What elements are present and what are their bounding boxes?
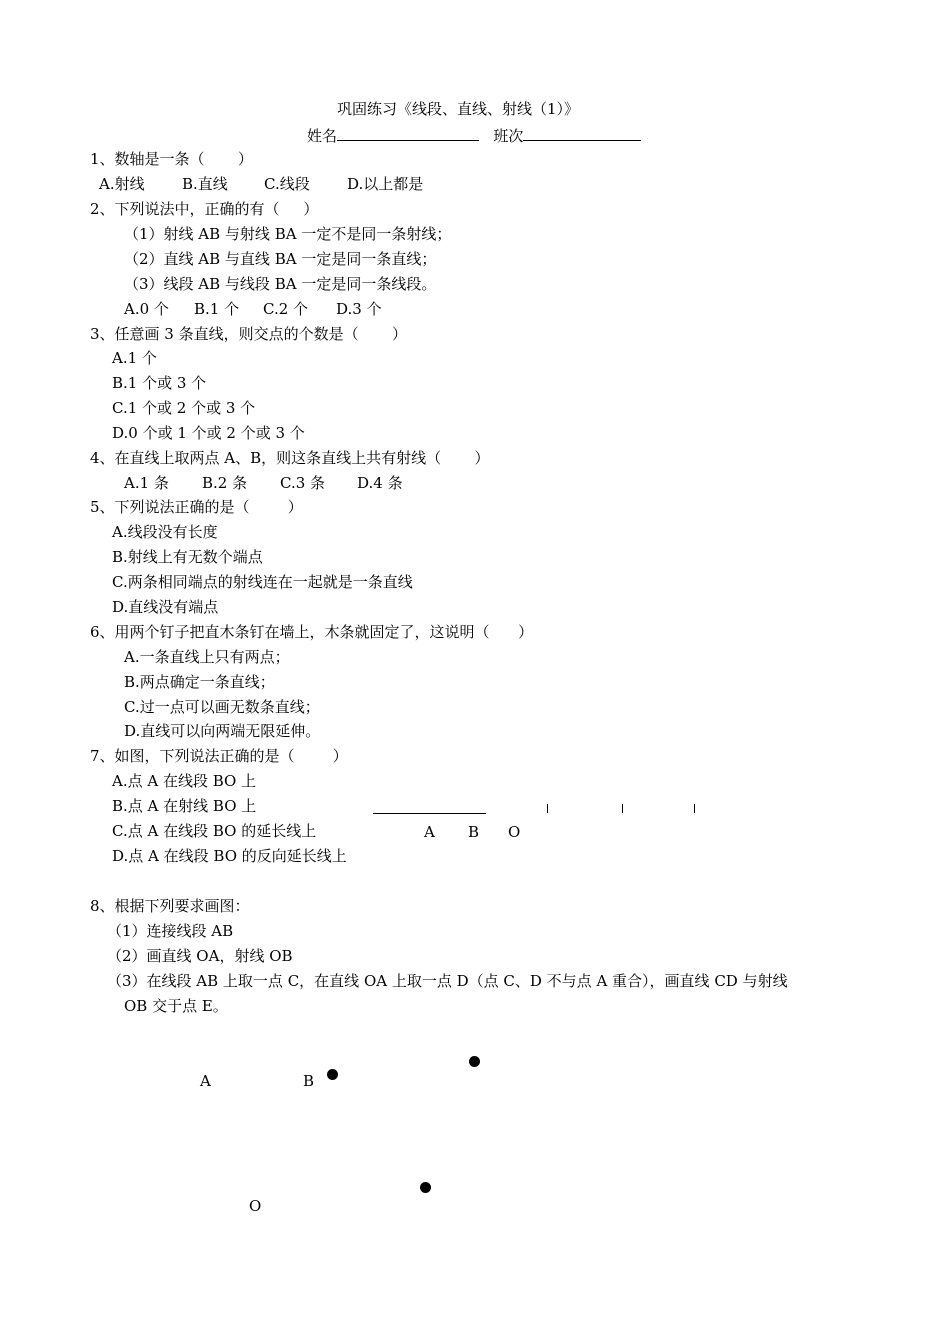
q7-stem: 7、如图，下列说法正确的是（ ） — [90, 747, 348, 765]
q3-option-b: B.1 个或 3 个 — [112, 374, 207, 392]
q8-stem: 8、根据下列要求画图： — [90, 897, 250, 915]
q6-option-c: C.过一点可以画无数条直线； — [124, 698, 320, 716]
q3-option-d: D.0 个或 1 个或 2 个或 3 个 — [112, 424, 305, 442]
q2-statement-2: （2）直线 AB 与直线 BA 一定是同一条直线； — [124, 250, 437, 268]
q7-figure-label-o: O — [508, 823, 521, 841]
q6-option-a: A.一条直线上只有两点； — [124, 648, 290, 666]
q2-option-d: D.3 个 — [336, 300, 382, 318]
q7-option-d: D.点 A 在线段 BO 的反向延长线上 — [112, 847, 347, 865]
q8-item-1: （1）连接线段 AB — [107, 922, 234, 940]
q7-figure-label-a: A — [424, 823, 435, 841]
q4-option-c: C.3 条 — [280, 474, 326, 492]
q7-figure-tick-o — [694, 804, 695, 813]
q2-option-b: B.1 个 — [194, 300, 240, 318]
q3-option-c: C.1 个或 2 个或 3 个 — [112, 399, 256, 417]
class-label: 班次 — [493, 127, 524, 145]
q5-option-a: A.线段没有长度 — [112, 523, 218, 541]
q2-option-c: C.2 个 — [263, 300, 309, 318]
q7-figure-tick-a — [547, 804, 548, 813]
q8-figure-label-o: O — [249, 1197, 262, 1215]
class-blank[interactable] — [523, 125, 641, 141]
q7-figure-label-b: B — [468, 823, 480, 841]
q8-figure-point-3 — [420, 1182, 431, 1193]
student-info-line — [307, 125, 641, 145]
q7-option-c: C.点 A 在线段 BO 的延长线上 — [112, 822, 317, 840]
name-label: 姓名 — [307, 127, 338, 145]
q8-figure-label-a: A — [200, 1072, 211, 1090]
q1-option-c: C.线段 — [264, 175, 310, 193]
q6-option-d: D.直线可以向两端无限延伸。 — [124, 722, 321, 740]
q8-figure-label-b: B — [303, 1072, 315, 1090]
q8-item-3: （3）在线段 AB 上取一点 C，在直线 OA 上取一点 D（点 C、D 不与点 A 重合），画直线 CD 与射线 — [107, 972, 788, 990]
q5-option-d: D.直线没有端点 — [112, 598, 219, 616]
q5-stem: 5、下列说法正确的是（ ） — [90, 498, 303, 516]
q4-option-b: B.2 条 — [202, 474, 248, 492]
q5-option-c: C.两条相同端点的射线连在一起就是一条直线 — [112, 573, 413, 591]
q8-figure-point-2 — [469, 1056, 480, 1067]
q4-option-d: D.4 条 — [357, 474, 403, 492]
page-title: 巩固练习《线段、直线、射线（1）》 — [337, 100, 580, 118]
q8-item-2: （2）画直线 OA，射线 OB — [107, 947, 293, 965]
q7-figure-line — [373, 813, 486, 814]
q7-figure-tick-b — [622, 804, 623, 813]
q8-figure-point-1 — [327, 1069, 338, 1080]
q2-statement-1: （1）射线 AB 与射线 BA 一定不是同一条射线； — [124, 225, 452, 243]
q2-stem: 2、下列说法中，正确的有（ ） — [90, 200, 319, 218]
q1-option-d: D.以上都是 — [347, 175, 424, 193]
q7-option-b: B.点 A 在射线 BO 上 — [112, 797, 257, 815]
q6-option-b: B.两点确定一条直线； — [124, 673, 275, 691]
name-blank[interactable] — [337, 125, 479, 141]
q2-statement-3: （3）线段 AB 与线段 BA 一定是同一条线段。 — [124, 275, 437, 293]
q1-option-a: A.射线 — [99, 175, 145, 193]
q4-stem: 4、在直线上取两点 A、B，则这条直线上共有射线（ ） — [90, 449, 490, 467]
q3-option-a: A.1 个 — [112, 349, 157, 367]
q7-option-a: A.点 A 在线段 BO 上 — [112, 772, 257, 790]
q1-option-b: B.直线 — [182, 175, 228, 193]
q4-option-a: A.1 条 — [124, 474, 169, 492]
q1-stem: 1、数轴是一条（ ） — [90, 150, 253, 168]
q2-option-a: A.0 个 — [124, 300, 169, 318]
q3-stem: 3、任意画 3 条直线，则交点的个数是（ ） — [90, 325, 408, 343]
q8-item-3-continued: OB 交于点 E。 — [124, 997, 228, 1015]
q5-option-b: B.射线上有无数个端点 — [112, 548, 263, 566]
q6-stem: 6、用两个钉子把直木条钉在墙上，木条就固定了，这说明（ ） — [90, 623, 534, 641]
